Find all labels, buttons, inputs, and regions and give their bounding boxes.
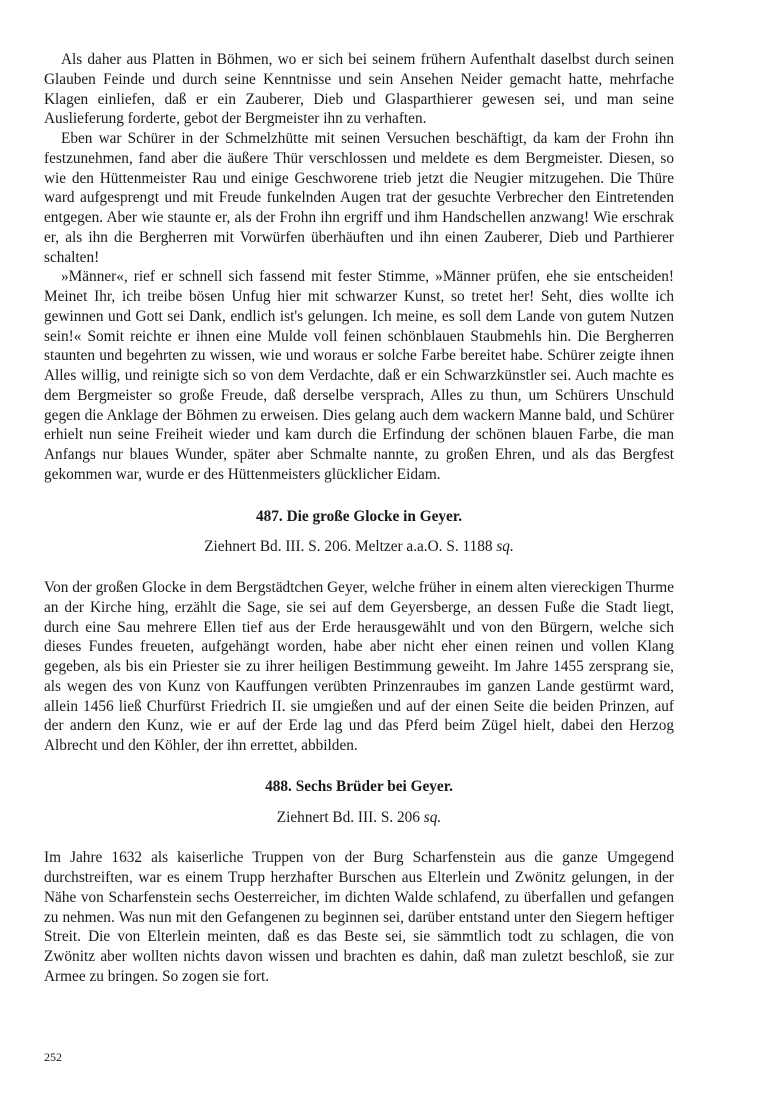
paragraph-arrest-order: Als daher aus Platten in Böhmen, wo er sich bei seinem frühern Aufenthalt daselbst durch seinen Glauben Feinde und durch seine Kenntnisse und sein Ansehen Neider gemacht hatte, mehrfache Klagen einliefen, daß er ein Zauberer, Dieb und Glasparthierer gewesen sei, und man seine Auslieferung forderte, gebot der Bergmeister ihn zu verhaften. [44,51,674,128]
source-citation-488-text: Ziehnert Bd. III. S. 206 [276,808,424,826]
source-citation-488 [44,808,674,828]
section-heading-487: 487. Die große Glocke in Geyer. [255,507,463,525]
paragraph-blue-color: »Männer«, rief er schnell sich fassend mit fester Stimme, »Männer prüfen, ehe sie entscheiden! Meinet Ihr, ich treibe bösen Unfug hier mit schwarzer Kunst, so tretet her! Seht, dies wollte ich gewinnen und Gott sei Dank, endlich ist's gelungen. Ich meine, es soll dem Lande von gutem Nutzen sein!« Somit reichte er ihnen eine Mulde voll feinen schönblauen Staubmehls hin. Die Bergherren staunten und begehrten zu wissen, wie und woraus er solche Farbe bereitet habe. Schürer zeigte ihnen Alles willig, und reinigte sich so von dem Verdachte, daß er ein Schwarzkünstler sei. Auch machte es dem Bergmeister so große Freude, daß derselbe versprach, Alles zu thun, um Schürers Unschuld gegen die Anklage der Böhmen zu erweisen. Dies gelang auch dem wackern Manne bald, und Schürer erhielt nun seine Freiheit wieder und kam durch die Erfindung der schönen blauen Farbe, die man Anfangs nur blaues Wunder, später aber Schmalte nannte, zu großen Ehren, und als das Bergfest gekommen war, wurde er des Hüttenmeisters glücklicher Eidam. [44,268,674,483]
page-body [44,50,674,987]
paragraph-bell-story: Von der großen Glocke in dem Bergstädtchen Geyer, welche früher in einem alten viereckigen Thurme an der Kirche hing, erzählt die Sage, sie sei auf dem Geyersberge, an dessen Fuße die Stadt liegt, durch eine Sau mehrere Ellen tief aus der Erde herausgewählt und von den Bürgern, welche sich dieses Fundes freueten, aufgehängt worden, habe aber nicht eher einen reinen und vollen Klang gegeben, als bis ein Priester sie zu ihrer heiligen Bestimmung geweiht. Im Jahre 1455 zersprang sie, als wegen des von Kunz von Kauffungen verübten Prinzenraubes im ganzen Lande gestürmt ward, allein 1456 ließ Churfürst Friedrich II. sie umgießen und auf der einen Seite die beiden Prinzen, auf der andern den Kunz, wie er auf der Erde lag und das Pferd beim Zügel hielt, dabei den Herzog Albrecht und den Köhler, der ihn errettet, abbilden. [44,579,674,754]
paragraph-smelter-scene: Eben war Schürer in der Schmelzhütte mit seinen Versuchen beschäftigt, da kam der Frohn ihn festzunehmen, fand aber die äußere Thür verschlossen und meldete es dem Bergmeister. Diesen, so wie den Hüttenmeister Rau und einige Geschworene trieb jetzt die Neugier mitzugehen. Die Thüre ward aufgesprengt und mit Freude funkelnden Augen trat der gesuchte Verbrecher den Eintretenden entgegen. Aber wie staunte er, als der Frohn ihn ergriff und ihm Handschellen anzwang! Wie erschrak er, als ihn die Bergherren mit Vorwürfen überhäuften und ihn einen Zauberer, Dieb und Parthierer schalten! [44,130,674,266]
section-heading-488: 488. Sechs Brüder bei Geyer. [265,777,453,795]
source-citation-488-italic: sq. [423,808,442,826]
source-citation-487 [44,537,674,557]
page-number: 252 [44,1050,62,1064]
source-citation-487-text: Ziehnert Bd. III. S. 206. Meltzer a.a.O. S. 1188 [204,538,497,556]
paragraph-six-brothers: Im Jahre 1632 als kaiserliche Truppen von der Burg Scharfenstein aus die ganze Umgegend durchstreiften, war es einem Trupp herzhafter Burschen aus Elterlein und Zwönitz gelungen, in der Nähe von Scharfenstein sechs Oesterreicher, im dichten Walde schlafend, zu überfallen und gefangen zu nehmen. Was nun mit den Gefangenen zu beginnen sei, darüber entstand unter den Siegern heftiger Streit. Die von Elterlein meinten, daß es das Beste sei, sie sämmtlich todt zu schlagen, die von Zwönitz aber wollten nichts davon wissen und brachten es dahin, daß man zuletzt beschloß, sie zur Armee zu bringen. So zogen sie fort. [44,849,674,985]
source-citation-487-italic: sq. [496,538,514,556]
